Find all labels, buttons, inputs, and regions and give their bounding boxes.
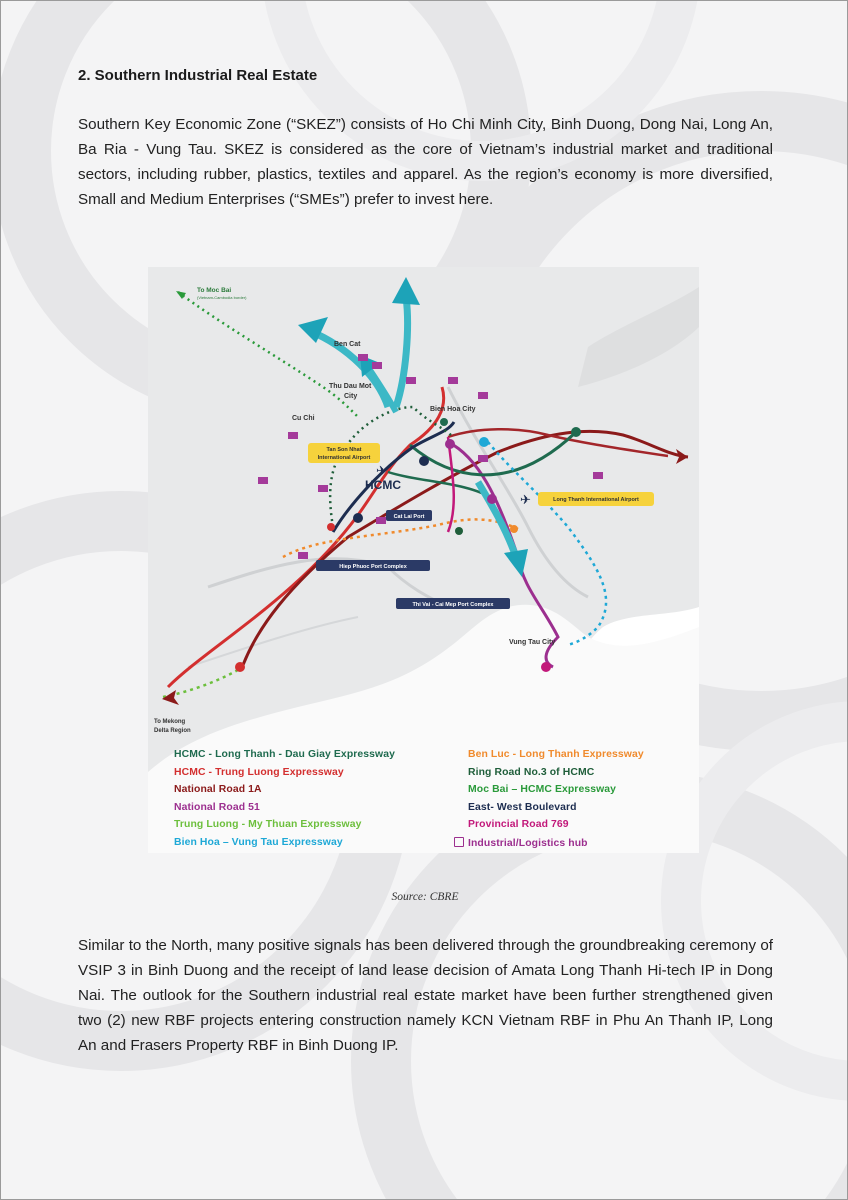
- label-thu-dau-mot-2: City: [344, 393, 358, 400]
- label-moc-bai: To Moc Bai: [197, 287, 232, 294]
- legend-item: [174, 749, 395, 760]
- legend-item: [468, 819, 569, 830]
- label-hiep-phuoc: Hiep Phuoc Port Complex: [339, 564, 407, 570]
- legend-label: Industrial/Logistics hub: [468, 838, 588, 849]
- legend-label: Provincial Road 769: [468, 819, 569, 830]
- industrial-hub-icon: [454, 837, 464, 847]
- label-hcmc: HCMC: [365, 478, 401, 492]
- legend-label: East- West Boulevard: [468, 802, 577, 813]
- legend-item: [468, 784, 616, 795]
- legend-label: Ben Luc - Long Thanh Expressway: [468, 749, 644, 760]
- infrastructure-map-figure: [148, 267, 699, 853]
- section-heading: 2. Southern Industrial Real Estate: [78, 67, 318, 84]
- label-ben-cat: Ben Cat: [334, 341, 361, 348]
- label-tan-son-nhat-2: International Airport: [317, 455, 371, 461]
- legend-label: National Road 51: [174, 802, 260, 813]
- legend-label: Trung Luong - My Thuan Expressway: [174, 819, 362, 830]
- legend-item: [468, 802, 577, 813]
- airplane-icon: ✈: [376, 464, 387, 479]
- legend-label: HCMC - Long Thanh - Dau Giay Expressway: [174, 749, 395, 760]
- label-mekong-1: To Mekong: [154, 719, 186, 725]
- figure-source: Source: CBRE: [391, 891, 459, 903]
- legend-item: [174, 837, 343, 848]
- closing-paragraph: Similar to the North, many positive signals has been delivered through the groundbreaking ceremony of VSIP 3 in Binh Duong and the receipt of land lease decision of Amata Long Thanh Hi-tech IP in Dong Nai. The outlook for the Southern industrial real estate market have been further strengthened given two (2) new RBF projects entering construction namely KCN Vietnam RBF in Phu An Thanh IP, Long An and Frasers Property RBF in Binh Duong IP.: [78, 937, 773, 1054]
- legend-item: [174, 819, 361, 830]
- legend-item: [468, 767, 594, 778]
- label-mekong-2: Delta Region: [154, 728, 191, 734]
- legend-item: [468, 749, 644, 760]
- legend-item: [174, 784, 262, 795]
- label-vung-tau: Vung Tau City: [509, 639, 556, 646]
- legend-label: Ring Road No.3 of HCMC: [468, 767, 595, 778]
- legend-item: [454, 837, 588, 849]
- label-long-thanh-airport: Long Thanh International Airport: [553, 497, 639, 503]
- infrastructure-map: [148, 267, 699, 853]
- label-cu-chi: Cu Chi: [292, 415, 315, 422]
- legend-label: HCMC - Trung Luong Expressway: [174, 767, 344, 778]
- legend-label: Bien Hoa – Vung Tau Expressway: [174, 837, 343, 848]
- legend-label: Moc Bai – HCMC Expressway: [468, 784, 617, 795]
- label-thu-dau-mot-1: Thu Dau Mot: [329, 383, 372, 390]
- legend-item: [174, 802, 260, 813]
- intro-paragraph: Southern Key Economic Zone (“SKEZ”) consists of Ho Chi Minh City, Binh Duong, Dong Nai, Long An, Ba Ria - Vung Tau. SKEZ is considered as the core of Vietnam’s industrial market and traditional sectors, including rubber, plastics, textiles and apparel. As the region’s economy is more diversified, Small and Medium Enterprises (“SMEs”) prefer to invest here.: [78, 116, 773, 208]
- label-moc-bai-sub: (Vietnam-Cambodia border): [197, 295, 247, 300]
- legend-label: National Road 1A: [174, 784, 262, 795]
- airplane-icon: ✈: [520, 493, 531, 508]
- label-cat-lai: Cat Lai Port: [393, 514, 425, 520]
- label-thi-vai: Thi Vai - Cai Mep Port Complex: [412, 602, 494, 608]
- label-tan-son-nhat-1: Tan Son Nhat: [326, 447, 362, 453]
- legend-item: [174, 767, 344, 778]
- label-bien-hoa: Bien Hoa City: [430, 406, 476, 413]
